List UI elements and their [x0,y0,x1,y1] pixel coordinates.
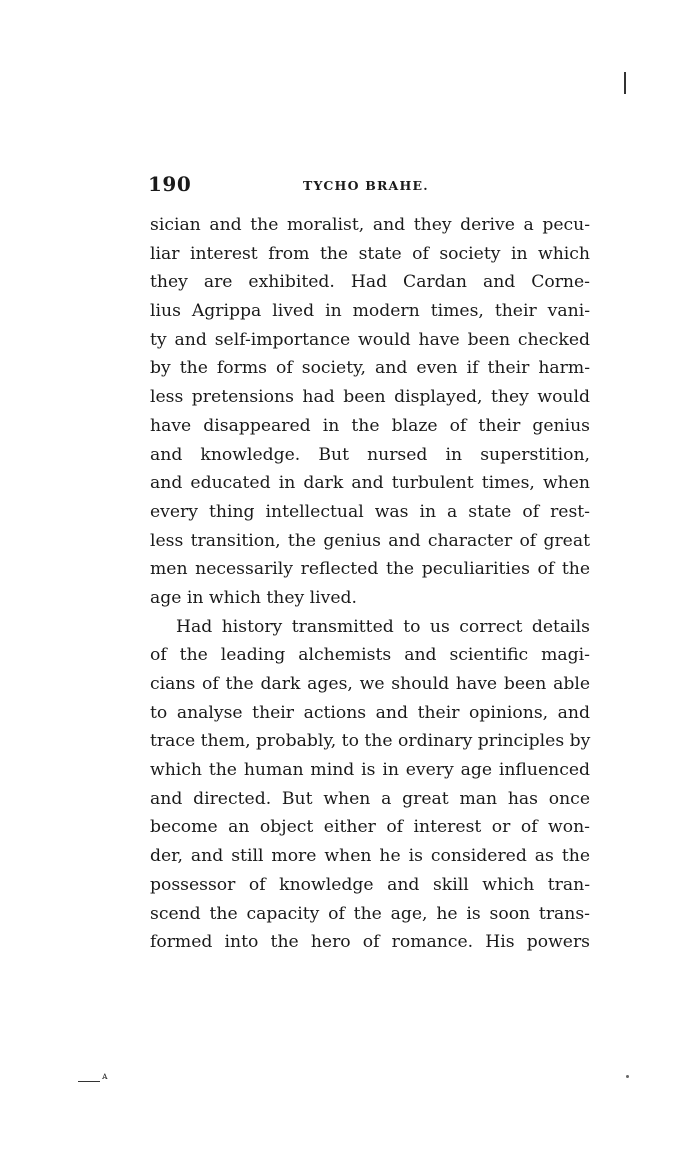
text-line: liar interest from the state of society in which [150,243,590,264]
text-line: every thing intellectual was in a state of rest- [150,501,590,522]
page-edge-mark [624,72,626,94]
printer-glyph: ᴀ [102,1071,108,1082]
text-line: and knowledge. But nursed in superstition, [150,444,590,465]
text-line: scend the capacity of the age, he is soon trans- [150,903,590,924]
text-line: ty and self-importance would have been checked [150,329,590,350]
text-line: men necessarily reflected the peculiarities of the [150,559,590,580]
page-number: 190 [148,172,192,196]
text-line: less transition, the genius and character of great [150,530,590,551]
text-line: they are exhibited. Had Cardan and Corne- [150,272,590,293]
body-text [150,211,590,957]
text-line: formed into the hero of romance. His powers [150,932,590,953]
page-header [148,172,590,198]
printer-mark [78,1071,118,1083]
text-line: trace them, probably, to the ordinary principles by [150,731,591,752]
text-line: become an object either of interest or of won- [150,817,590,838]
text-line: of the leading alchemists and scientific magi- [150,645,590,666]
text-line: to analyse their actions and their opinions, and [150,702,590,723]
running-head: TYCHO BRAHE. [303,178,429,193]
text-line: lius Agrippa lived in modern times, their vani- [150,301,590,322]
text-line: have disappeared in the blaze of their genius [150,415,590,436]
text-line: possessor of knowledge and skill which tran- [150,874,590,895]
printer-dash [78,1081,100,1082]
paragraph-2 [150,613,590,957]
text-line: by the forms of society, and even if their harm- [150,358,590,379]
text-line: less pretensions had been displayed, they would [150,387,590,408]
text-line: which the human mind is in every age influenced [150,760,590,781]
text-line: and educated in dark and turbulent times, when [150,473,590,494]
text-line: cians of the dark ages, we should have been able [150,674,590,694]
text-line: and directed. But when a great man has once [150,788,590,809]
paragraph-1 [150,211,590,613]
scan-dot [626,1075,629,1078]
text-line: Had history transmitted to us correct details [176,616,590,637]
text-line: sician and the moralist, and they derive a pecu- [150,215,590,235]
text-line: der, and still more when he is considered as the [150,846,590,867]
text-line: age in which they lived. [150,587,358,608]
